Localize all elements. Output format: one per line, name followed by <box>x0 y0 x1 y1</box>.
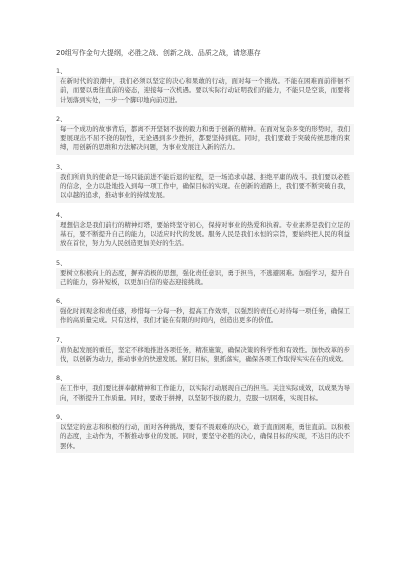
document-title: 20组写作金句大提纲，必胜之战、创新之战、品质之战，请您惠存 <box>56 49 261 57</box>
item-number: 6、 <box>56 297 67 306</box>
item-number: 5、 <box>56 258 67 267</box>
list-item <box>56 211 354 251</box>
item-number: 9、 <box>56 412 67 421</box>
item-number: 7、 <box>56 335 67 344</box>
list-item <box>56 297 354 328</box>
article-list <box>56 67 354 453</box>
item-number: 3、 <box>56 162 67 171</box>
item-text: 理想信念是我们前行的精神灯塔，要始终坚守初心，保持对事业的热爱和执着。专业素养是我们立足的基石，要不断提升自己的能力，以适应时代的发展。服务人民是我们永恒的宗旨，要始终把人民的利益放在首位，努力为人民创造更加美好的生活。 <box>56 220 354 251</box>
item-text: 每一个成功的故事背后，都离不开坚韧不拔的毅力和勇于创新的精神。在面对复杂多变的形势时，我们要展现出不屈不挠的韧性，无论遇到多少挫折，都要坚持到底。同时，我们要敢于突破传统思维的束缚，用创新的思维和方法解决问题，为事业发展注入新的活力。 <box>56 124 354 155</box>
item-number: 2、 <box>56 114 67 123</box>
item-text: 我们所肩负的使命是一场只能前进不能后退的征程，是一场追求卓越、拒绝平庸的战斗。我们要以必胜的信念，全力以赴地投入到每一项工作中，确保目标的实现。在创新的道路上，我们要不断突破自我，以卓越的追求，推动事业的持续发展。 <box>56 172 354 203</box>
list-item <box>56 413 354 453</box>
item-number: 8、 <box>56 374 67 383</box>
item-number: 1、 <box>56 67 67 75</box>
item-number: 4、 <box>56 210 67 219</box>
list-item <box>56 115 354 155</box>
list-item <box>56 163 354 203</box>
item-text: 肩负起发展的重任，坚定不移地推进各项任务，精准施策，确保决策的科学性和有效性。加快改革的步伐，以创新为动力，推动事业的快速发展。紧盯目标，狠抓落实，确保各项工作取得实实在在的成效。 <box>56 345 354 367</box>
item-text: 在新时代的浪潮中，我们必须以坚定的决心和果敢的行动，面对每一个挑战。不能在困难面前徘徊不前，而要以勇往直前的姿态，迎接每一次机遇。要以实际行动证明我们的能力，不能只是空谈，而要将计划落到实处，一步一个脚印地向前迈进。 <box>56 76 354 107</box>
list-item <box>56 259 354 290</box>
list-item <box>56 336 354 367</box>
item-text: 要树立积极向上的态度，摒弃消极的思想，强化责任意识，勇于担当，不逃避困难。加强学习，提升自己的能力，弥补短板，以更加自信的姿态迎接挑战。 <box>56 268 354 290</box>
item-text: 在工作中，我们要比拼奉献精神和工作能力，以实际行动展现自己的担当。关注实际成效，以成果为导向，不断提升工作质量。同时，要敢于拼搏，以坚韧不拔的毅力，克服一切困难，实现目标。 <box>56 383 354 405</box>
list-item <box>56 67 354 107</box>
item-text: 强化时间观念和责任感，珍惜每一分每一秒，提高工作效率，以强烈的责任心对待每一项任务，确保工作的高质量完成。只有这样，我们才能在有限的时间内，创造出更多的价值。 <box>56 306 354 328</box>
list-item <box>56 374 354 405</box>
item-text: 以坚定的意志和积极的行动，面对各种挑战，要有不畏艰难的决心，敢于直面困难，勇往直前。以积极的态度，主动作为，不断推动事业的发展。同时，要坚守必胜的决心，确保目标的实现，不达目的决不罢休。 <box>56 422 354 453</box>
